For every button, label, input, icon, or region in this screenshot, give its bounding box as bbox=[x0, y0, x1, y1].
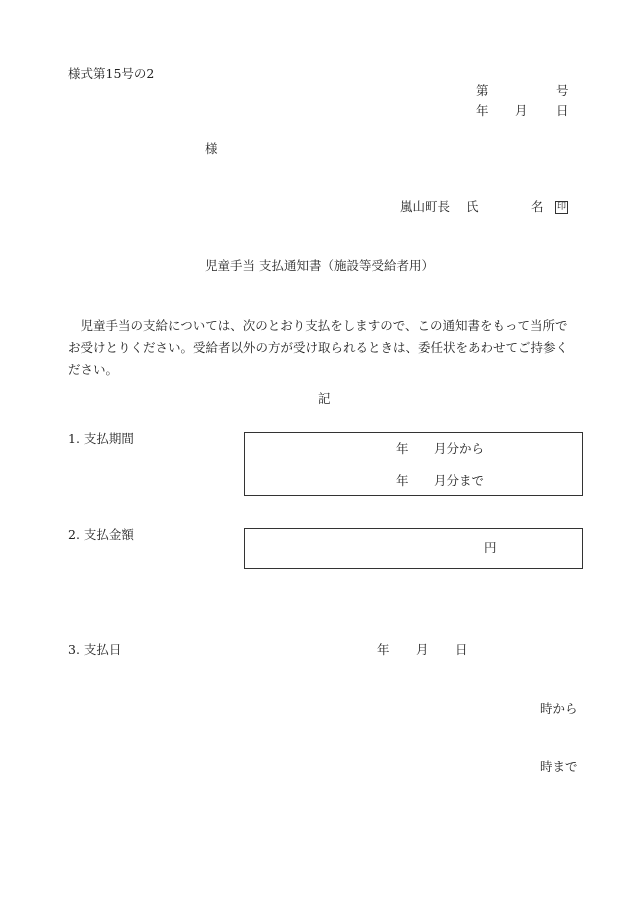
period-to-year: 年 bbox=[396, 473, 409, 488]
issuer-name-label-2: 名 bbox=[531, 199, 544, 214]
issuer-name-label-1: 氏 bbox=[466, 199, 479, 214]
payment-time-from: 時から bbox=[540, 701, 578, 716]
payment-date-label: 3. 支払日 bbox=[68, 642, 122, 657]
seal-mark: 印 bbox=[556, 202, 566, 212]
date-month-label: 月 bbox=[515, 103, 528, 118]
amount-unit: 円 bbox=[484, 540, 497, 555]
period-label: 1. 支払期間 bbox=[68, 431, 134, 446]
amount-box bbox=[244, 528, 583, 569]
date-day-label: 日 bbox=[556, 103, 569, 118]
doc-number-suffix: 号 bbox=[556, 83, 569, 98]
amount-label: 2. 支払金額 bbox=[68, 527, 134, 542]
period-from-year: 年 bbox=[396, 441, 409, 456]
period-box bbox=[244, 432, 583, 496]
payment-date-year: 年 bbox=[377, 642, 390, 657]
addressee-honorific: 様 bbox=[205, 141, 218, 156]
doc-number-label: 第 bbox=[476, 83, 489, 98]
issuer-title: 嵐山町長 bbox=[400, 199, 451, 214]
document-title: 児童手当 支払通知書（施設等受給者用） bbox=[205, 258, 434, 273]
period-to-month: 月分まで bbox=[434, 473, 485, 488]
payment-time-to: 時まで bbox=[540, 759, 578, 774]
ki-marker: 記 bbox=[318, 391, 331, 406]
payment-date-day: 日 bbox=[455, 642, 468, 657]
body-paragraph: 児童手当の支給については、次のとおり支払をしますので、この通知書をもって当所でお受けとりください。受給者以外の方が受け取られるときは、委任状をあわせてご持参ください。 bbox=[68, 318, 569, 377]
payment-date-month: 月 bbox=[416, 642, 429, 657]
form-number: 様式第15号の2 bbox=[68, 66, 155, 81]
period-from-month: 月分から bbox=[434, 441, 485, 456]
date-year-label: 年 bbox=[476, 103, 489, 118]
